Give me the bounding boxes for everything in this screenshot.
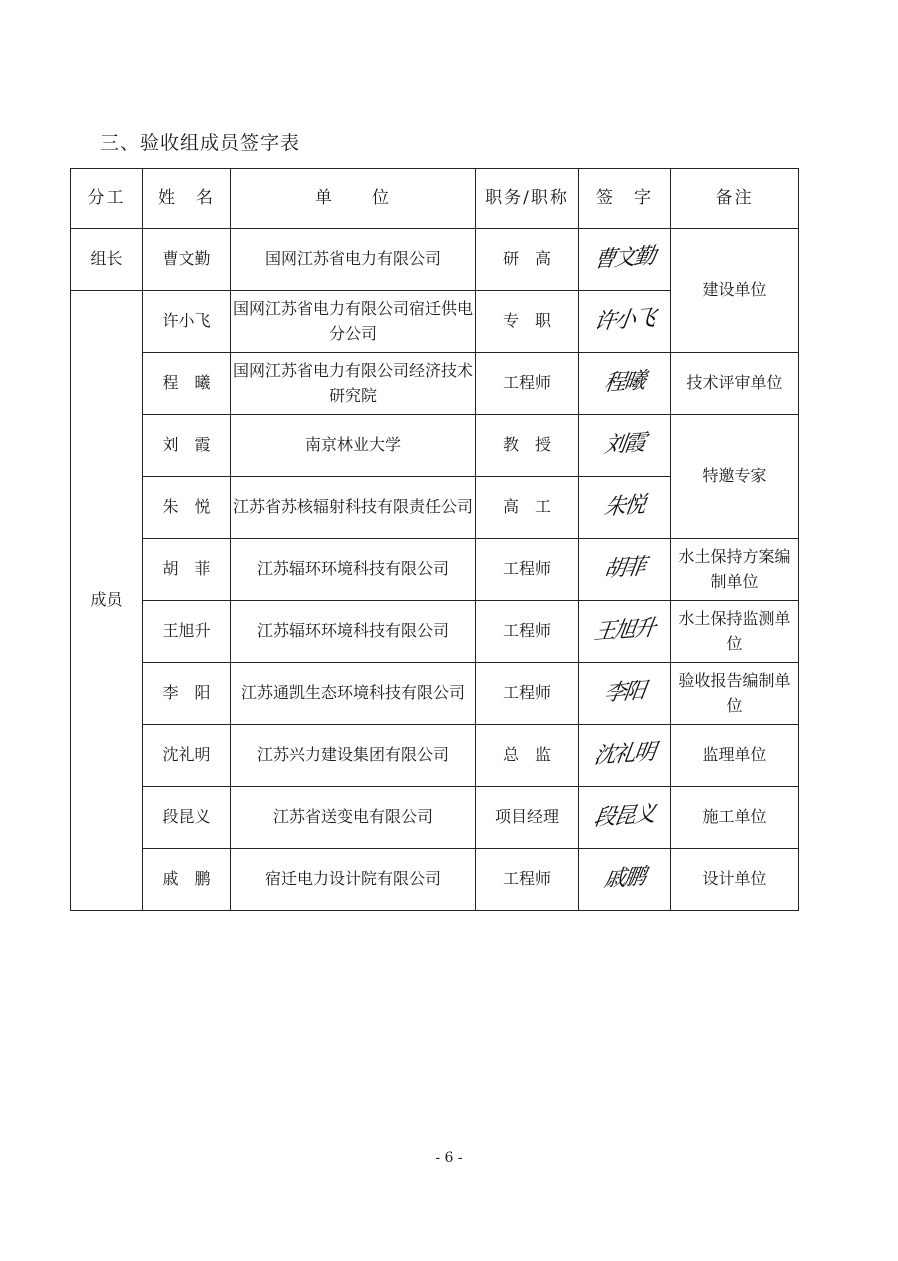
member-name: 沈礼明	[143, 725, 231, 787]
member-unit: 江苏兴力建设集团有限公司	[231, 725, 476, 787]
signature-cell	[579, 291, 671, 353]
handwritten-signature: 王旭升	[592, 616, 657, 646]
signature-cell	[579, 477, 671, 539]
table-row	[71, 539, 799, 601]
header-name: 姓 名	[143, 169, 231, 229]
member-position: 工程师	[476, 849, 579, 911]
member-name: 王旭升	[143, 601, 231, 663]
member-name: 胡 菲	[143, 539, 231, 601]
remark-soil-plan: 水土保持方案编制单位	[671, 539, 799, 601]
handwritten-signature: 曹文勤	[592, 244, 657, 274]
role-member: 成员	[71, 291, 143, 911]
remark-review: 技术评审单位	[671, 353, 799, 415]
member-position: 工程师	[476, 663, 579, 725]
handwritten-signature: 朱悦	[602, 492, 647, 521]
handwritten-signature: 许小飞	[592, 306, 657, 336]
header-remark: 备注	[671, 169, 799, 229]
member-position: 工程师	[476, 539, 579, 601]
header-signature: 签 字	[579, 169, 671, 229]
member-position: 专 职	[476, 291, 579, 353]
member-name: 程 曦	[143, 353, 231, 415]
member-unit: 宿迁电力设计院有限公司	[231, 849, 476, 911]
section-title: 三、验收组成员签字表	[100, 132, 301, 154]
handwritten-signature: 戚鹏	[602, 864, 647, 893]
signature-cell	[579, 229, 671, 291]
member-name: 曹文勤	[143, 229, 231, 291]
signature-cell	[579, 601, 671, 663]
handwritten-signature: 程曦	[602, 368, 647, 397]
remark-construction: 建设单位	[671, 229, 799, 353]
member-name: 刘 霞	[143, 415, 231, 477]
table-row	[71, 229, 799, 291]
signature-cell	[579, 725, 671, 787]
signature-table	[70, 168, 799, 911]
table-row	[71, 663, 799, 725]
member-name: 段昆义	[143, 787, 231, 849]
signature-cell	[579, 539, 671, 601]
member-unit: 江苏省送变电有限公司	[231, 787, 476, 849]
header-position: 职务/职称	[476, 169, 579, 229]
signature-cell	[579, 353, 671, 415]
remark-contractor: 施工单位	[671, 787, 799, 849]
member-name: 戚 鹏	[143, 849, 231, 911]
remark-supervision: 监理单位	[671, 725, 799, 787]
member-name: 朱 悦	[143, 477, 231, 539]
remark-soil-monitor: 水土保持监测单位	[671, 601, 799, 663]
handwritten-signature: 沈礼明	[592, 740, 657, 770]
signature-cell	[579, 415, 671, 477]
page-number: - 6 -	[435, 1150, 463, 1166]
header-unit: 单 位	[231, 169, 476, 229]
header-role: 分工	[71, 169, 143, 229]
signature-cell	[579, 849, 671, 911]
table-row	[71, 849, 799, 911]
member-unit: 南京林业大学	[231, 415, 476, 477]
remark-experts: 特邀专家	[671, 415, 799, 539]
member-unit: 江苏辐环环境科技有限公司	[231, 601, 476, 663]
handwritten-signature: 李阳	[602, 678, 647, 707]
member-position: 工程师	[476, 601, 579, 663]
member-position: 教 授	[476, 415, 579, 477]
table-row	[71, 415, 799, 477]
member-unit: 国网江苏省电力有限公司	[231, 229, 476, 291]
remark-acceptance-report: 验收报告编制单位	[671, 663, 799, 725]
role-leader: 组长	[71, 229, 143, 291]
remark-design: 设计单位	[671, 849, 799, 911]
table-row	[71, 725, 799, 787]
member-unit: 江苏辐环环境科技有限公司	[231, 539, 476, 601]
member-position: 项目经理	[476, 787, 579, 849]
member-position: 研 高	[476, 229, 579, 291]
signature-cell	[579, 787, 671, 849]
table-header-row	[71, 169, 799, 229]
member-unit: 国网江苏省电力有限公司宿迁供电分公司	[231, 291, 476, 353]
handwritten-signature: 段昆义	[592, 802, 657, 832]
member-unit: 江苏省苏核辐射科技有限责任公司	[231, 477, 476, 539]
member-position: 总 监	[476, 725, 579, 787]
handwritten-signature: 刘霞	[602, 430, 647, 459]
member-unit: 江苏通凯生态环境科技有限公司	[231, 663, 476, 725]
member-unit: 国网江苏省电力有限公司经济技术研究院	[231, 353, 476, 415]
table-row	[71, 601, 799, 663]
signature-cell	[579, 663, 671, 725]
table-row	[71, 353, 799, 415]
member-name: 许小飞	[143, 291, 231, 353]
member-position: 工程师	[476, 353, 579, 415]
member-name: 李 阳	[143, 663, 231, 725]
table-row	[71, 787, 799, 849]
member-position: 高 工	[476, 477, 579, 539]
handwritten-signature: 胡菲	[602, 554, 647, 583]
